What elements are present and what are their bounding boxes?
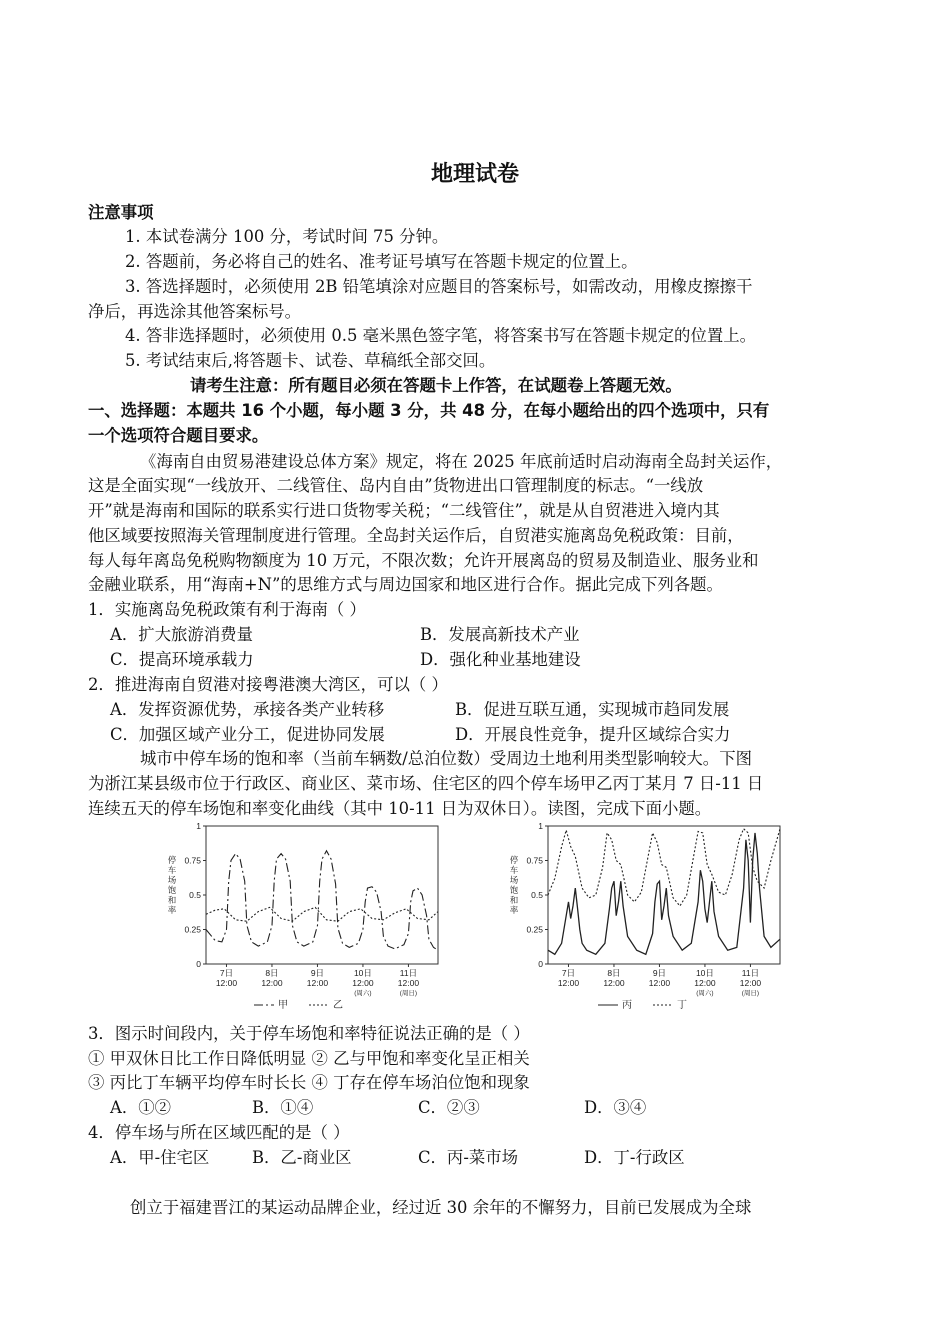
option-c: C．②③: [418, 1098, 480, 1117]
x-tick-time: 12:00: [397, 978, 420, 988]
section-heading: 一、选择题：本题共 16 个小题，每小题 3 分，共 48 分，在每小题给出的四个选项中，只有: [88, 401, 770, 420]
x-tick-day: 8日: [265, 968, 279, 978]
option-a: A．扩大旅游消费量: [110, 625, 253, 644]
x-tick-day: 9日: [652, 968, 667, 978]
option-d: D．开展良性竞争，提升区域综合实力: [455, 725, 731, 744]
legend-label: 丙: [622, 1000, 632, 1011]
x-tick-time: 12:00: [603, 978, 625, 988]
y-axis-label: 停车场饱和率: [167, 855, 177, 915]
x-tick-day: 11日: [399, 968, 418, 978]
x-tick-day: 7日: [561, 968, 576, 978]
notice-heading: 注意事项: [88, 203, 154, 222]
notice-item: 2. 答题前，务必将自己的姓名、准考证号填写在答题卡规定的位置上。: [125, 252, 638, 271]
option-c: C．提高环境承载力: [110, 650, 254, 669]
section-heading: 一个选项符合题目要求。: [88, 426, 269, 445]
option-b: B．促进互联互通，实现城市趋同发展: [455, 700, 730, 719]
passage-line: 他区域要按照海关管理制度进行管理。全岛封关运作后，自贸港实施离岛免税政策：目前，: [88, 526, 744, 545]
question-stem: 2．推进海南自贸港对接粤港澳大湾区，可以（ ）: [88, 675, 448, 694]
passage-line: 金融业联系，用“海南+N”的思维方式与周边国家和地区进行合作。据此完成下列各题。: [88, 575, 723, 594]
x-tick-time: 12:00: [306, 978, 329, 988]
plot-frame: [206, 826, 438, 964]
x-tick-note: (周日): [741, 990, 760, 997]
notice-item: 4. 答非选择题时，必须使用 0.5 毫米黑色签字笔，将答案书写在答题卡规定的位置上。: [125, 326, 757, 345]
series-line-丙: [548, 833, 780, 954]
y-tick-label: 1: [196, 821, 201, 831]
notice-item: 净后，再选涂其他答案标号。: [88, 302, 302, 321]
x-tick-day: 8日: [607, 968, 621, 978]
x-tick-day: 7日: [219, 968, 234, 978]
x-tick-time: 12:00: [557, 978, 580, 988]
notice-item: 1. 本试卷满分 100 分，考试时间 75 分钟。: [125, 227, 449, 246]
y-tick-label: 0: [538, 959, 543, 969]
passage-line: 《海南自由贸易港建设总体方案》规定，将在 2025 年底前适时启动海南全岛封关运作，: [140, 452, 783, 471]
option-b: B．①④: [252, 1098, 314, 1117]
x-tick-day: 10日: [695, 968, 714, 978]
option-a: A．①②: [110, 1098, 172, 1117]
passage-line: 城市中停车场的饱和率（当前车辆数/总泊位数）受周边土地利用类型影响较大。下图: [140, 749, 752, 768]
series-line-乙: [206, 907, 438, 921]
question-stem: 4．停车场与所在区域匹配的是（ ）: [88, 1123, 350, 1142]
passage-line: 为浙江某县级市位于行政区、商业区、菜市场、住宅区的四个停车场甲乙丙丁某月 7 日-11 日: [88, 774, 764, 793]
page-title: 地理试卷: [430, 162, 519, 187]
series-line-甲: [206, 851, 438, 950]
question-stem: 3．图示时间段内，关于停车场饱和率特征说法正确的是（ ）: [88, 1024, 530, 1043]
y-tick-label: 0.75: [526, 855, 543, 866]
x-tick-day: 10日: [353, 968, 372, 978]
x-tick-time: 12:00: [352, 978, 374, 988]
notice-warning: 请考生注意：所有题目必须在答题卡上作答，在试题卷上答题无效。: [190, 376, 682, 395]
passage-line: 开”就是海南和国际的联系实行进口货物零关税；“二线管住”，就是从自贸港进入境内其: [88, 501, 720, 520]
option-b: B．乙-商业区: [252, 1148, 352, 1167]
passage-line: 这是全面实现“一线放开、二线管住、岛内自由”货物进出口管理制度的标志。“一线放: [88, 476, 704, 495]
x-tick-time: 12:00: [648, 978, 671, 988]
y-tick-label: 0.75: [184, 855, 201, 866]
statement-line: ① 甲双休日比工作日降低明显 ② 乙与甲饱和率变化呈正相关: [88, 1049, 530, 1068]
y-axis-label: 停车场饱和率: [509, 855, 519, 915]
y-tick-label: 0.25: [526, 924, 543, 935]
x-tick-note: (周日): [399, 990, 418, 997]
x-tick-time: 12:00: [215, 978, 238, 988]
option-a: A．甲-住宅区: [110, 1148, 210, 1167]
x-tick-day: 11日: [741, 968, 760, 978]
option-b: B．发展高新技术产业: [420, 625, 580, 644]
statement-line: ③ 丙比丁车辆平均停车时长长 ④ 丁存在停车场泊位饱和现象: [88, 1073, 530, 1092]
y-tick-label: 0.5: [531, 890, 543, 900]
option-c: C．丙-菜市场: [418, 1148, 519, 1167]
x-tick-note: (周六): [354, 990, 372, 997]
passage-line: 创立于福建晋江的某运动品牌企业，经过近 30 余年的不懈努力，目前已发展成为全球: [130, 1198, 752, 1217]
question-stem: 1．实施离岛免税政策有利于海南（ ）: [88, 600, 366, 619]
option-d: D．③④: [584, 1098, 647, 1117]
parking-chart-right: [500, 818, 800, 1018]
x-tick-note: (周六): [696, 990, 714, 997]
legend-label: 乙: [333, 1000, 343, 1011]
y-tick-label: 0.5: [189, 890, 201, 900]
x-tick-time: 12:00: [694, 978, 716, 988]
legend-label: 甲: [278, 1000, 288, 1011]
parking-chart-left: [158, 818, 458, 1018]
option-d: D．强化种业基地建设: [420, 650, 581, 669]
option-d: D．丁-行政区: [584, 1148, 685, 1167]
notice-item: 5. 考试结束后,将答题卡、试卷、草稿纸全部交回。: [125, 351, 496, 370]
x-tick-day: 9日: [310, 968, 325, 978]
x-tick-time: 12:00: [261, 978, 283, 988]
option-a: A．发挥资源优势，承接各类产业转移: [110, 700, 385, 719]
y-tick-label: 0: [196, 959, 201, 969]
y-tick-label: 0.25: [184, 924, 201, 935]
y-tick-label: 1: [538, 821, 543, 831]
passage-line: 连续五天的停车场饱和率变化曲线（其中 10-11 日为双休日）。读图，完成下面小题。: [88, 799, 712, 818]
notice-item: 3. 答选择题时，必须使用 2B 铅笔填涂对应题目的答案标号，如需改动，用橡皮擦擦干: [125, 277, 753, 296]
legend-label: 丁: [677, 1000, 687, 1011]
passage-line: 每人每年离岛免税购物额度为 10 万元，不限次数；允许开展离岛的贸易及制造业、服务业和: [88, 551, 759, 570]
x-tick-time: 12:00: [739, 978, 762, 988]
option-c: C．加强区域产业分工，促进协同发展: [110, 725, 385, 744]
